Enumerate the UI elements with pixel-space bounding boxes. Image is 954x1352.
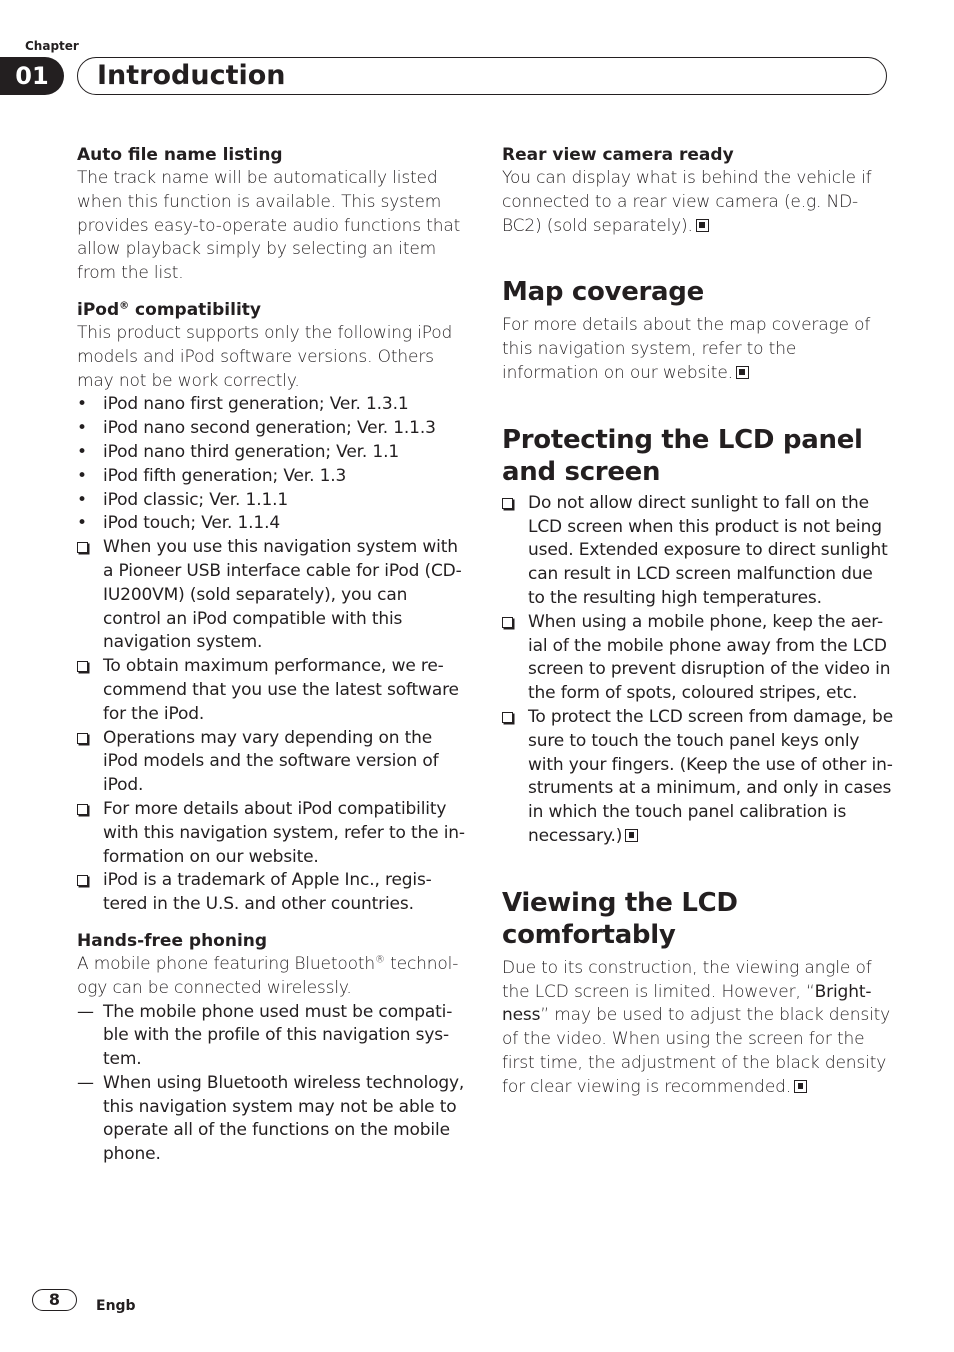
auto-file-body: The track name will be automatically listed when this function is available. This system provides easy-to-operate audio functions that allow playback simply by selecting an item from the list. bbox=[77, 168, 461, 284]
ipod-heading: iPod® compatibility bbox=[77, 299, 261, 320]
note-box-icon bbox=[502, 712, 513, 723]
dash-item: — When using Bluetooth wireless technology, this navigation system may not be able to operate all of the functions on the mobile phone. bbox=[77, 1072, 465, 1165]
end-mark-icon bbox=[794, 1080, 807, 1093]
chapter-label: Chapter bbox=[25, 39, 79, 53]
list-item: • iPod nano third generation; Ver. 1.1 bbox=[77, 441, 469, 465]
chapter-title: Introduction bbox=[97, 60, 286, 91]
ipod-model-list bbox=[77, 393, 469, 536]
chapter-number: 01 bbox=[0, 57, 64, 95]
note-item: Do not allow direct sunlight to fall on the LCD screen when this product is not being used. Extended exposure to direct sunlight can result in LCD screen malfunction due to the resulting high temperatures. bbox=[502, 492, 894, 611]
bullet-icon: • bbox=[77, 465, 87, 486]
left-column bbox=[77, 143, 469, 1167]
rear-camera-heading: Rear view camera ready bbox=[502, 145, 734, 165]
note-item: Operations may vary depending on the iPod models and the software version of iPod. bbox=[77, 727, 469, 798]
bullet-icon: • bbox=[77, 418, 87, 439]
protect-notes-list bbox=[502, 492, 894, 849]
handsfree-heading: Hands-free phoning bbox=[77, 930, 268, 951]
note-box-icon bbox=[77, 804, 88, 815]
note-item: To protect the LCD screen from damage, be sure to touch the touch panel keys only with your fingers. (Keep the use of other in-struments at a minimum, and only in cases in which the touch panel calibration is necessary.) bbox=[502, 706, 894, 849]
note-item: When using a mobile phone, keep the aer-ial of the mobile phone away from the LCD screen to prevent disruption of the video in the form of spots, coloured stripes, etc. bbox=[502, 611, 894, 706]
note-box-icon bbox=[77, 733, 88, 744]
list-item: • iPod fifth generation; Ver. 1.3 bbox=[77, 465, 469, 489]
bullet-icon: • bbox=[77, 513, 87, 534]
dash-icon: — bbox=[77, 1001, 94, 1022]
list-item: • iPod nano second generation; Ver. 1.1.3 bbox=[77, 417, 469, 441]
note-box-icon bbox=[77, 542, 88, 553]
viewing-lcd-heading: Viewing the LCD comfortably bbox=[502, 887, 738, 950]
map-coverage-body: For more details about the map coverage of this navigation system, refer to the information on our website. bbox=[502, 315, 871, 383]
page-number: 8 bbox=[32, 1289, 77, 1311]
dash-icon: — bbox=[77, 1072, 94, 1093]
ipod-body: This product supports only the following iPod models and iPod software versions. Others may not be work correctly. bbox=[77, 322, 453, 391]
handsfree-dash-list bbox=[77, 1001, 469, 1168]
map-coverage-heading: Map coverage bbox=[502, 277, 704, 308]
bullet-icon: • bbox=[77, 394, 87, 415]
end-mark-icon bbox=[696, 219, 709, 232]
note-item: iPod is a trademark of Apple Inc., regis-tered in the U.S. and other countries. bbox=[77, 869, 469, 917]
note-box-icon bbox=[77, 875, 88, 886]
note-item: For more details about iPod compatibility with this navigation system, refer to the in-formation on our website. bbox=[77, 798, 469, 869]
note-item: To obtain maximum performance, we re-commend that you use the latest software for the iPod. bbox=[77, 655, 469, 726]
right-column bbox=[502, 143, 894, 1100]
note-box-icon bbox=[502, 498, 513, 509]
viewing-lcd-body: Due to its construction, the viewing angle of the LCD screen is limited. However, “Bright-ness” may be used to adjust the black density of the video. When using the screen for the first time, the adjustment of the black density for clear viewing is recommended. bbox=[502, 957, 891, 1097]
note-box-icon bbox=[502, 617, 513, 628]
dash-item: — The mobile phone used must be compati-ble with the profile of this navigation sys-tem. bbox=[77, 1001, 453, 1070]
end-mark-icon bbox=[736, 366, 749, 379]
bullet-icon: • bbox=[77, 489, 87, 510]
page-language-code: Engb bbox=[96, 1298, 136, 1314]
auto-file-heading: Auto file name listing bbox=[77, 145, 283, 165]
list-item: • iPod classic; Ver. 1.1.1 bbox=[77, 489, 469, 513]
protect-lcd-heading: Protecting the LCD panel and screen bbox=[502, 424, 863, 487]
list-item: • iPod nano first generation; Ver. 1.3.1 bbox=[77, 393, 469, 417]
handsfree-body: A mobile phone featuring Bluetooth® technol-ogy can be connected wirelessly. bbox=[77, 953, 459, 998]
bullet-icon: • bbox=[77, 441, 87, 462]
ipod-notes-list bbox=[77, 536, 469, 917]
list-item: • iPod touch; Ver. 1.1.4 bbox=[77, 512, 469, 536]
note-box-icon bbox=[77, 661, 88, 672]
note-item: When you use this navigation system with a Pioneer USB interface cable for iPod (CD-IU200VM) (sold separately), you can control an iPod compatible with this navigation system. bbox=[77, 536, 469, 655]
rear-camera-body: You can display what is behind the vehicle if connected to a rear view camera (e.g. ND-BC2) (sold separately). bbox=[502, 168, 872, 236]
end-mark-icon bbox=[625, 829, 638, 842]
